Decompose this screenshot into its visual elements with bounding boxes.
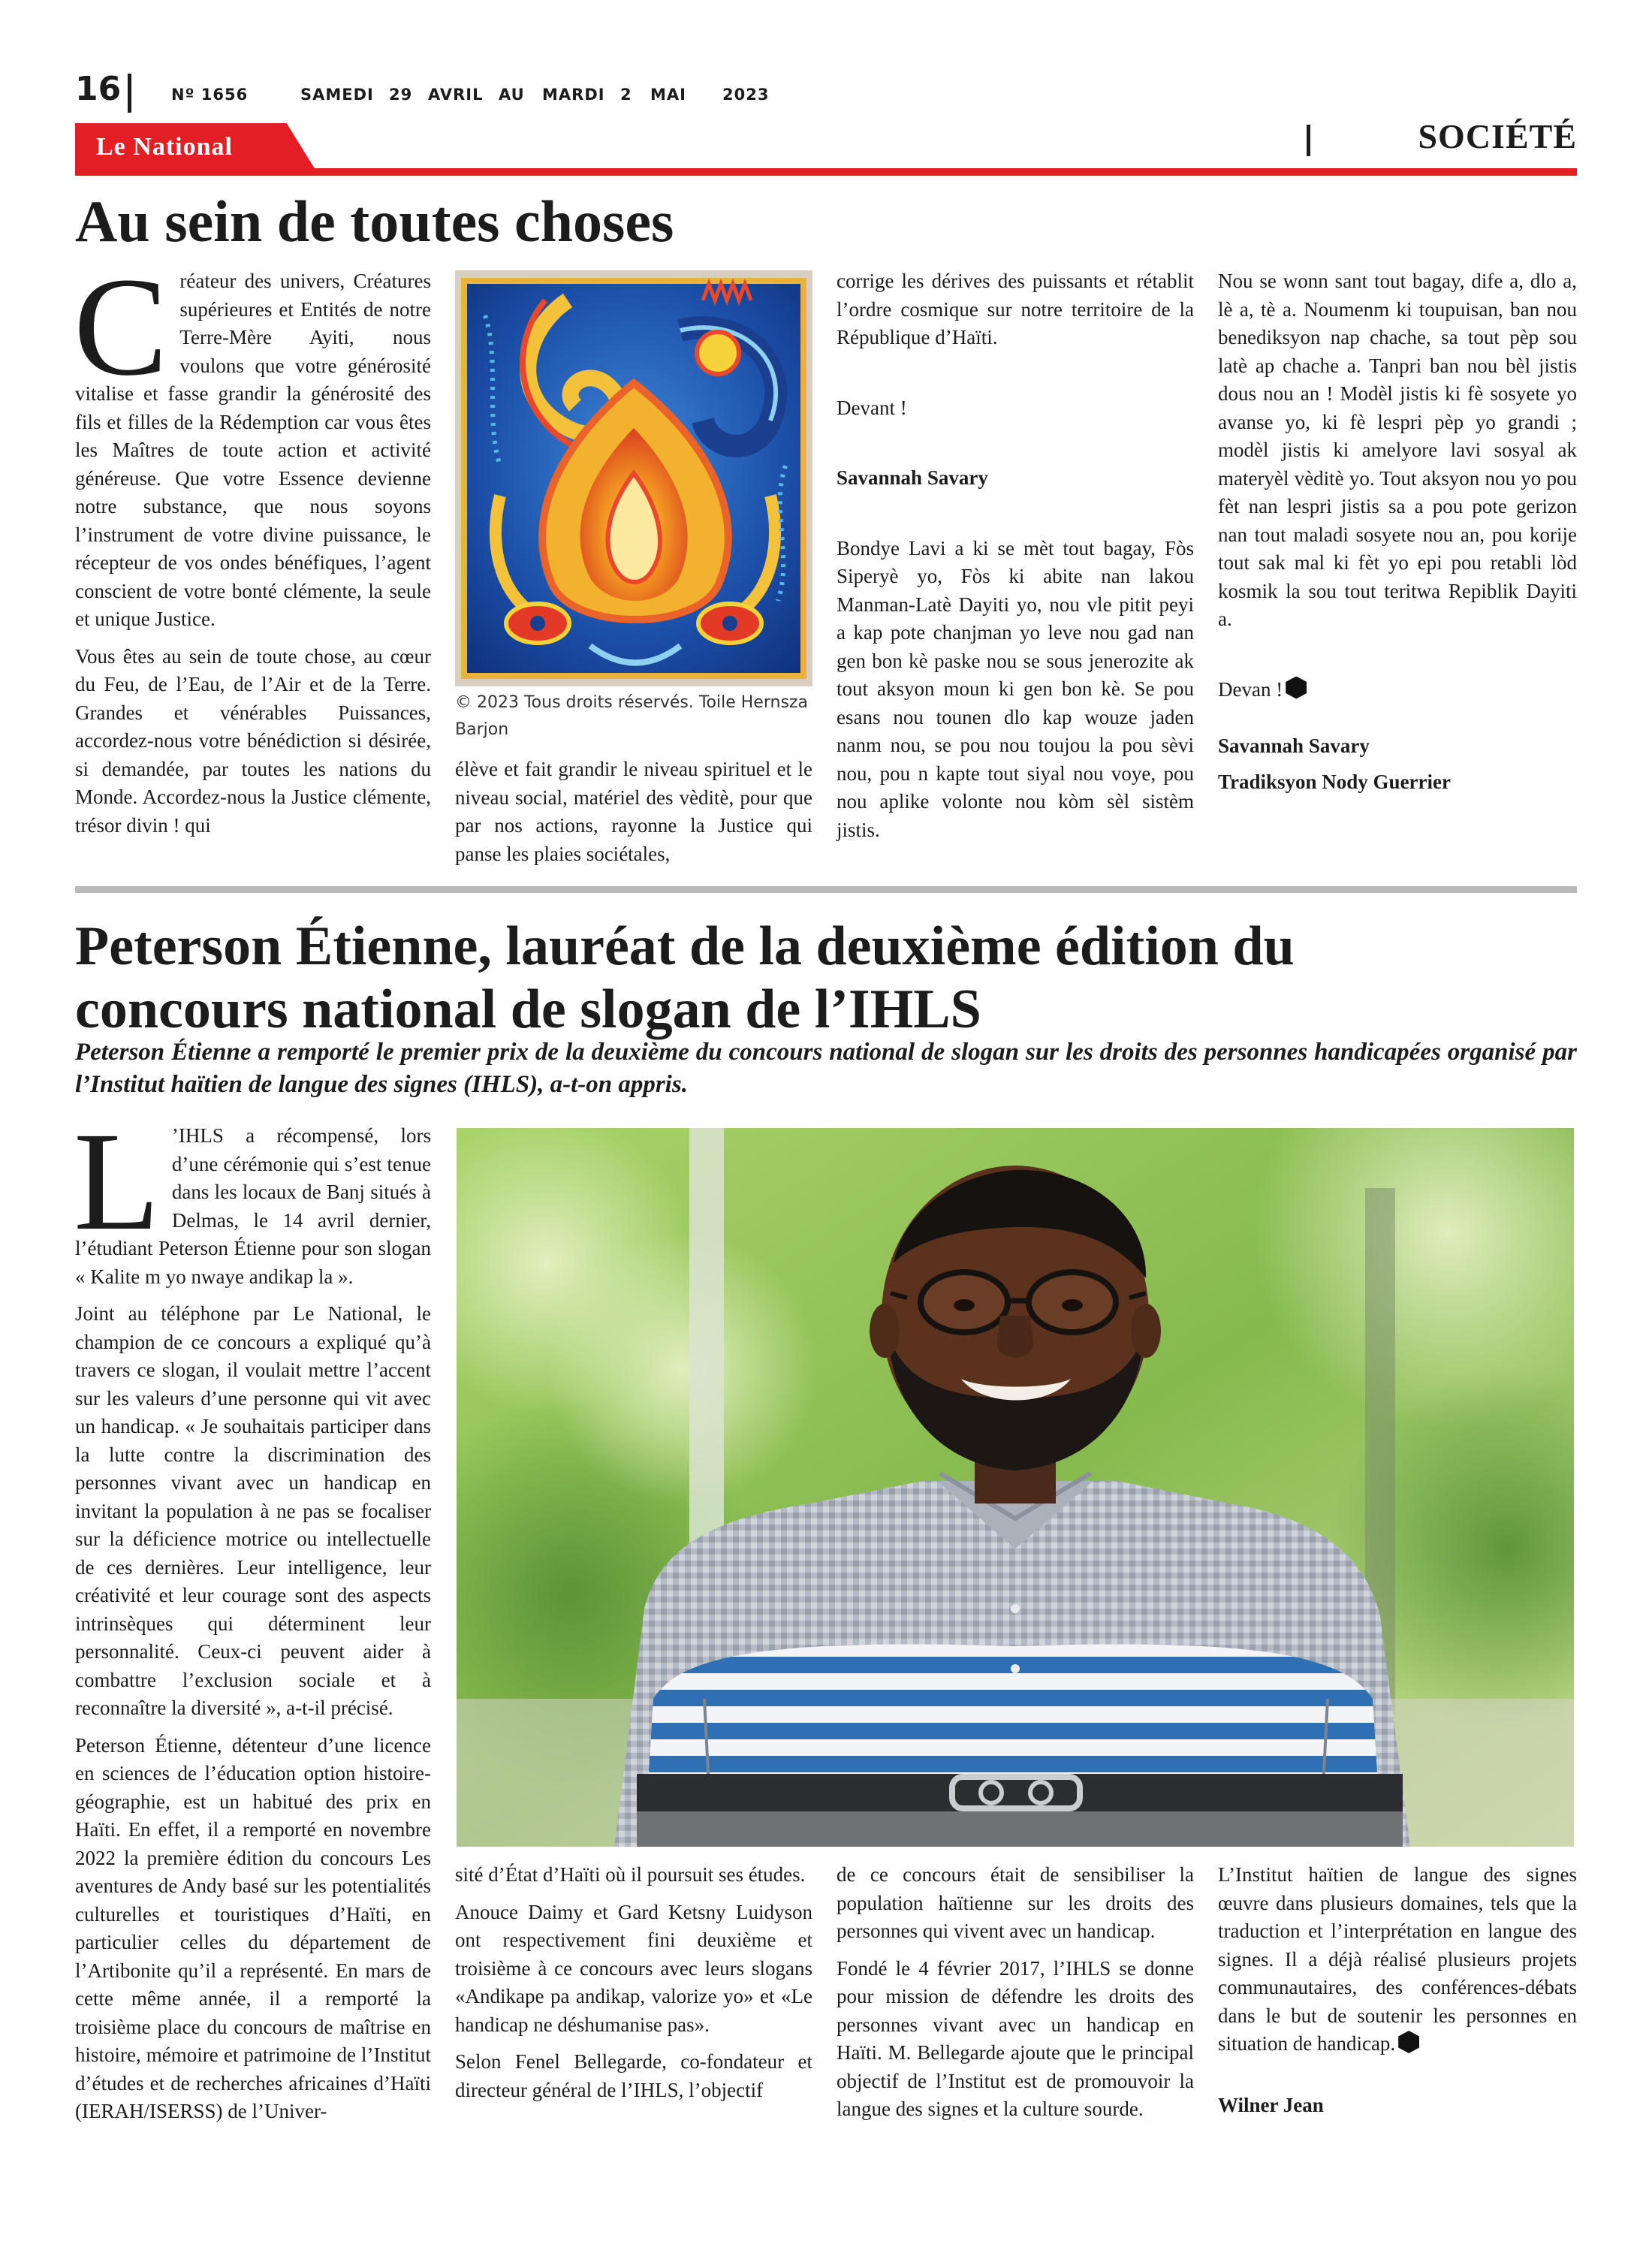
end-mark-icon: [1398, 2031, 1419, 2053]
article2-col1-p1: ’IHLS a récompensé, lors d’une cérémonie qui s’est tenue dans les locaux de Banj situés à Delmas, le 14 avril dernier, l’étudiant Peterson Étienne pour son slogan « Kalite m yo nwaye andikap la ».: [75, 1124, 431, 1288]
article2-col2-p1: sité d’État d’Haïti où il poursuit ses études.: [455, 1863, 806, 1886]
article2-col3-p1: de ce concours était de sensibiliser la population haïtienne sur les droits des personnes qui vivent avec un handicap.: [837, 1863, 1194, 1942]
article2-col1-p3: Peterson Étienne, détenteur d’une licence en sciences de l’éducation option histoire-géographie, est un habitué des prix en Haïti. En effet, il a remporté en novembre 2022 la première édition du concours Les aventures de Andy basé sur les potentialités culturelles et touristiques d’Haïti, en particulier celles du département de l’Artibonite qu’il a représenté. En mars de cette même année, il a remporté la troisième place du concours de maîtrise en histoire, mémoire et patrimoine de l’Institut d’études et de recherches africaines d’Haïti (IERAH/ISERSS) de l’Univer-: [75, 1733, 431, 2122]
article2-col3-p2: Fondé le 4 février 2017, l’IHLS se donne pour mission de défendre les droits des personnes vivant avec un handicap en Haïti. M. Bellegarde ajoute que le principal objectif de l’Institut est de promouvoir la langue des signes et la culture sourde.: [837, 1956, 1194, 2120]
article2-title-line1: Peterson Étienne, lauréat de la deuxième édition du: [75, 915, 1295, 977]
article2-dropcap: L: [74, 1102, 160, 1259]
portrait-photo: [457, 1128, 1574, 1847]
article2-column-4: [1218, 1861, 1577, 2119]
date-end-day: MARDI: [542, 86, 605, 104]
article2-col4-p1: L’Institut haïtien de langue des signes œuvre dans plusieurs domaines, tels que la traduction et l’interprétation en langue des signes. Il a déjà réalisé plusieurs projets communautaires, des conférences-débats dans le but de soutenir les personnes en situation de handicap.: [1218, 1863, 1577, 2055]
section-label: SOCIÉTÉ: [1418, 117, 1577, 155]
article2-standfirst: Peterson Étienne a remporté le premier prix de la deuxième du concours national de slogan sur les droits des personnes handicapées organisé par l’Institut haïtien de langue des signes (IHLS), a-t-on appris.: [75, 1039, 1577, 1098]
date-start-month: AVRIL: [428, 86, 484, 104]
section-divider: [1307, 125, 1310, 156]
issue-number: Nº 1656: [171, 86, 249, 104]
article1-author: Savannah Savary: [837, 466, 988, 489]
date-year: 2023: [722, 86, 770, 104]
date-day: SAMEDI: [300, 86, 374, 104]
article2-column-1: [74, 1102, 431, 2126]
article2-col1-p2: Joint au téléphone par Le National, le champion de ce concours a expliqué qu’à travers ce slogan, il voulait mettre l’accent sur les valeurs d’une personne qui vit avec un handicap. « Je souhaitais participer dans la lutte contre la discrimination des personnes vivant avec un handicap en invitant la population à ne pas se focaliser sur la déficience motrice ou intellectuelle de ces dernières. Leur intelligence, leur créativité et leur courage sont des aspects intrinsèques qui déterminent leur personnalité. Ceux-ci peuvent aider à combattre l’exclusion sociale et à reconnaître la diversité », a-t-il précisé.: [75, 1302, 431, 1719]
painting-art: [455, 270, 812, 686]
date-end-month: MAI: [650, 86, 686, 104]
header-red-rule: [75, 168, 1577, 176]
date-au: AU: [499, 86, 525, 104]
article2-title: [75, 915, 1577, 1041]
brand-name: Le National: [96, 133, 233, 161]
article1-col3-p1: corrige les dérives des puissants et rétablit l’ordre cosmique sur notre territoire de la République d’Haïti.: [837, 270, 1194, 348]
date-start-num: 29: [389, 86, 413, 104]
article2-author: Wilner Jean: [1218, 2093, 1324, 2116]
article1-dropcap: C: [74, 248, 168, 405]
article2-column-3: [837, 1861, 1194, 2124]
article1-column-1: [74, 248, 431, 840]
article1-col4-p1: Nou se wonn sant tout bagay, dife a, dlo a, lè a, tè a. Noumenm ki toupuisan, ban nou benediksyon nap chache, sa tout pèp sou latè ap chache a. Tanpri ban nou bèl jistis dous nou an ! Modèl jistis ki fè sosyete yo avanse yo, ki fè lespri pèp yo grandi ; modèl jistis ki amelyore lavi sosyal ak materyèl vèditè yo. Tout aksyon nou yo pou fèt nan lespri jistis sa a pou pote gerizon nan tout maladi sosyete nou an, pou korije tout sak mal ki fèt yo epi pou retabli lòd kosmik la sou tout teritwa Repiblik Dayiti a.: [1218, 270, 1577, 630]
painting-image: [455, 270, 812, 686]
page-number-divider: [128, 74, 131, 113]
painting-caption: © 2023 Tous droits réservés. Toile Hernsza Barjon: [455, 693, 808, 739]
end-mark-icon: [1286, 677, 1307, 699]
article2-col2-p2: Anouce Daimy et Gard Ketsny Luidyson ont respectivement fini deuxième et troisième à ce concours avec leurs slogans «Andikape pa andikap, valorize yo» et «Le handicap ne déshumanise pas».: [455, 1900, 812, 2036]
article1-col1-p2: Vous êtes au sein de toute chose, au cœur du Feu, de l’Eau, de l’Air et de la Terre. Grandes et vénérables Puissances, accordez-nous votre bénédiction si désirée, si demandée, par toutes les nations du Monde. Accordez-nous la Justice clémente, trésor divin ! qui: [75, 644, 431, 837]
article1-devant: Devant !: [837, 396, 907, 419]
date-end-num: 2: [620, 86, 632, 104]
article1-title: Au sein de toutes choses: [75, 189, 674, 254]
page-number: 16: [75, 70, 122, 108]
article1-col1-p1: réateur des univers, Créatures supérieures et Entités de notre Terre-Mère Ayiti, nous voulons que votre générosité vitalise et fasse grandir la générosité des fils et filles de la Rédemption car vous êtes les Maîtres de toute action et activité généreuse. Que votre Essence devienne notre substance, que nous soyons l’instrument de votre divine puissance, le récepteur de vos ondes bénéfiques, l’agent conscient de votre bonté clémente, la seule et unique Justice.: [75, 270, 431, 630]
article2-title-line2: concours national de slogan de l’IHLS: [75, 979, 981, 1040]
article1-devan: Devan !: [1218, 677, 1283, 701]
article1-column-2: [455, 756, 812, 868]
article1-col3-p2: Bondye Lavi a ki se mèt tout bagay, Fòs Siperyè yo, Fòs ki abite nan lakou Manman-Latè Dayiti yo, nou vle pitit peyi a kap pote chanjman yo leve nou gad nan gen bon kè paske nou se sous jenerozite ak tout aksyon moun ki gen bon kè. Se pou esans nou tounen dlo kap wouze jaden nanm nou, se pou nou toujou la pou sèvi nou, pou n kapte tout siyal nou voye, pou nou aplike volonte nou kòm sèl sistèm jistis.: [837, 536, 1194, 841]
article1-col2-p1: élève et fait grandir le niveau spirituel et le niveau social, matériel des vèditè, pour que par nos actions, rayonne la Justice qui panse les plaies sociétales,: [455, 758, 812, 865]
article1-translator: Tradiksyon Nody Guerrier: [1218, 770, 1451, 793]
article1-column-4: [1218, 267, 1577, 796]
article2-column-2: [455, 1861, 812, 2104]
portrait-illustration: [457, 1128, 1574, 1847]
article1-author-kreyol: Savannah Savary: [1218, 734, 1370, 757]
article2-col2-p3: Selon Fenel Bellegarde, co-fondateur et directeur général de l’IHLS, l’objectif: [455, 2050, 812, 2101]
article-divider: [75, 886, 1577, 893]
article1-column-3: [837, 267, 1194, 844]
